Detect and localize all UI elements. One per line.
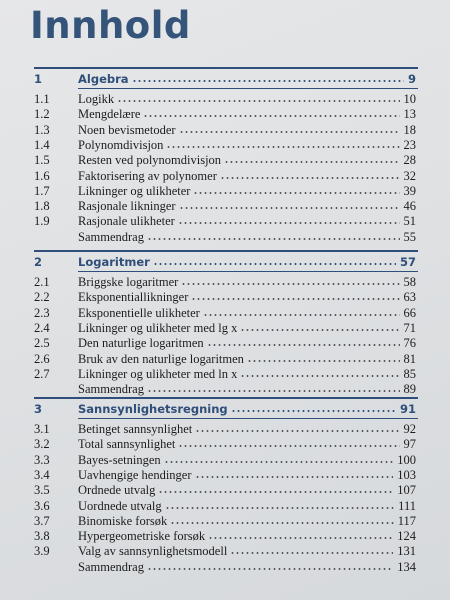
section-row (0, 499, 450, 515)
chapter-divider (34, 397, 418, 399)
section-title: Bayes-setningen (78, 452, 161, 467)
dot-leader (147, 238, 400, 240)
section-row (0, 529, 450, 545)
dot-leader (178, 222, 400, 224)
section-row (0, 107, 450, 123)
page-number: 100 (397, 452, 416, 467)
section-row (0, 153, 450, 169)
section-title: Eksponentielle ulikheter (78, 305, 200, 320)
section-number: 1.5 (34, 153, 50, 168)
section-title: Bruk av den naturlige logaritmen (78, 351, 244, 366)
section-row (0, 214, 450, 230)
page-number: 89 (403, 382, 416, 397)
dot-leader (195, 476, 393, 478)
chapter-divider (34, 67, 418, 69)
section-title: Resten ved polynomdivisjon (78, 153, 222, 168)
section-title: Likninger og ulikheter med lg x (78, 320, 238, 335)
dot-leader (147, 390, 400, 392)
page-number: 39 (403, 183, 416, 198)
section-row (0, 514, 450, 530)
chapter-title: Algebra (78, 72, 129, 86)
section-row (0, 290, 450, 306)
dot-leader (240, 329, 400, 331)
dot-leader (143, 115, 400, 117)
section-number: 3.3 (34, 452, 50, 467)
dot-leader (224, 161, 400, 163)
section-title: Total sannsynlighet (78, 437, 176, 452)
page-number: 10 (403, 92, 416, 106)
dot-leader (203, 314, 400, 316)
page-number: 124 (397, 529, 416, 544)
section-title: Rasjonale likninger (78, 199, 176, 214)
dot-leader (117, 100, 400, 102)
dot-leader (166, 146, 400, 148)
dot-leader (240, 375, 400, 377)
section-title: Ordnede utvalg (78, 483, 156, 498)
dot-leader (170, 522, 394, 524)
page-number: 51 (403, 214, 416, 229)
section-number: 2.3 (34, 305, 50, 320)
section-number: 1.3 (34, 122, 50, 137)
section-title: Likninger og ulikheter med ln x (78, 366, 238, 381)
page-number: 18 (403, 122, 416, 137)
page-title: Innhold (30, 4, 191, 47)
section-title: Uavhengige hendinger (78, 467, 192, 482)
dot-leader (147, 568, 393, 570)
dot-leader (231, 410, 396, 412)
section-title: Briggske logaritmer (78, 275, 179, 289)
chapter-title: Sannsynlighetsregning (78, 402, 228, 416)
dot-leader (207, 344, 400, 346)
section-number: 1.8 (34, 199, 50, 214)
chapter-number: 2 (34, 255, 43, 269)
section-title: Polynomdivisjon (78, 137, 164, 152)
dot-leader (208, 537, 393, 539)
section-title: Sammendrag (78, 229, 144, 244)
page-number: 58 (403, 275, 416, 289)
dot-leader (164, 461, 393, 463)
section-row (0, 336, 450, 352)
section-title: Valg av sannsynlighetsmodell (78, 544, 228, 559)
chapter-divider (34, 250, 418, 252)
section-number: 2.6 (34, 351, 50, 366)
section-row (0, 483, 450, 499)
section-row (0, 169, 450, 185)
section-row (0, 123, 450, 139)
dot-leader (178, 445, 400, 447)
page-number: 131 (397, 544, 416, 559)
chapter-underline (78, 88, 418, 89)
section-number: 2.2 (34, 290, 50, 305)
section-title: Logikk (78, 92, 115, 106)
section-number: 3.1 (34, 422, 50, 436)
section-number: 1.2 (34, 107, 50, 122)
section-row (0, 437, 450, 453)
section-number: 1.1 (34, 92, 50, 106)
page-number: 23 (403, 137, 416, 152)
page-number: 117 (397, 513, 416, 528)
section-row (0, 138, 450, 154)
section-number: 3.8 (34, 529, 50, 544)
dot-leader (179, 207, 400, 209)
section-row (0, 422, 450, 438)
section-row (0, 306, 450, 322)
section-row (0, 382, 450, 398)
section-row (0, 560, 450, 576)
page-number: 9 (407, 72, 416, 86)
dot-leader (230, 552, 393, 554)
page-number: 91 (399, 402, 416, 416)
section-row (0, 453, 450, 469)
section-number: 3.5 (34, 483, 50, 498)
section-number: 2.5 (34, 336, 50, 351)
page-number: 107 (397, 483, 416, 498)
section-title: Betinget sannsynlighet (78, 422, 193, 436)
chapter-title: Logaritmer (78, 255, 150, 269)
page-number: 111 (398, 498, 416, 513)
page-number: 76 (403, 336, 416, 351)
section-title: Sammendrag (78, 382, 144, 397)
section-title: Eksponentiallikninger (78, 290, 189, 305)
section-row (0, 544, 450, 560)
section-row (0, 468, 450, 484)
section-row (0, 92, 450, 108)
section-title: Rasjonale ulikheter (78, 214, 175, 229)
page-number: 63 (403, 290, 416, 305)
section-title: Sammendrag (78, 559, 144, 574)
page-number: 13 (403, 107, 416, 122)
chapter-number: 3 (34, 402, 43, 416)
section-title: Noen bevismetoder (78, 122, 176, 137)
section-number: 3.6 (34, 498, 50, 513)
chapter-underline (78, 271, 418, 272)
page-number: 55 (403, 229, 416, 244)
page-number: 46 (403, 199, 416, 214)
section-title: Binomiske forsøk (78, 513, 168, 528)
section-number: 3.9 (34, 544, 50, 559)
page-number: 85 (403, 366, 416, 381)
section-number: 2.7 (34, 366, 50, 381)
dot-leader (195, 430, 400, 432)
page-number: 71 (403, 320, 416, 335)
page-number: 81 (403, 351, 416, 366)
section-title: Likninger og ulikheter (78, 183, 191, 198)
section-row (0, 275, 450, 291)
section-number: 2.4 (34, 320, 50, 335)
section-title: Uordnede utvalg (78, 498, 162, 513)
dot-leader (181, 283, 400, 285)
dot-leader (247, 360, 400, 362)
dot-leader (191, 298, 400, 300)
section-row (0, 352, 450, 368)
section-title: Hypergeometriske forsøk (78, 529, 206, 544)
section-number: 1.4 (34, 137, 50, 152)
section-title: Mengdelære (78, 107, 141, 122)
chapter-row (0, 402, 450, 418)
page-number: 134 (397, 559, 416, 574)
section-number: 1.9 (34, 214, 50, 229)
section-row (0, 199, 450, 215)
page-number: 66 (403, 305, 416, 320)
dot-leader (193, 192, 400, 194)
section-number: 3.4 (34, 467, 50, 482)
dot-leader (179, 131, 400, 133)
section-number: 3.2 (34, 437, 50, 452)
chapter-number: 1 (34, 72, 43, 86)
dot-leader (132, 80, 404, 82)
section-number: 1.7 (34, 183, 50, 198)
dot-leader (153, 263, 396, 265)
section-number: 1.6 (34, 168, 50, 183)
dot-leader (158, 491, 393, 493)
section-row (0, 367, 450, 383)
dot-leader (165, 507, 394, 509)
page-number: 97 (403, 437, 416, 452)
section-number: 3.7 (34, 513, 50, 528)
section-title: Faktorisering av polynomer (78, 168, 217, 183)
page-number: 28 (403, 153, 416, 168)
dot-leader (220, 177, 400, 179)
page-number: 92 (403, 422, 416, 436)
section-row (0, 184, 450, 200)
page-number: 32 (403, 168, 416, 183)
section-row (0, 230, 450, 246)
chapter-row (0, 72, 450, 88)
section-title: Den naturlige logaritmen (78, 336, 204, 351)
page-number: 57 (399, 255, 416, 269)
section-number: 2.1 (34, 275, 50, 289)
section-row (0, 321, 450, 337)
chapter-row (0, 255, 450, 271)
chapter-underline (78, 418, 418, 419)
page-number: 103 (397, 467, 416, 482)
